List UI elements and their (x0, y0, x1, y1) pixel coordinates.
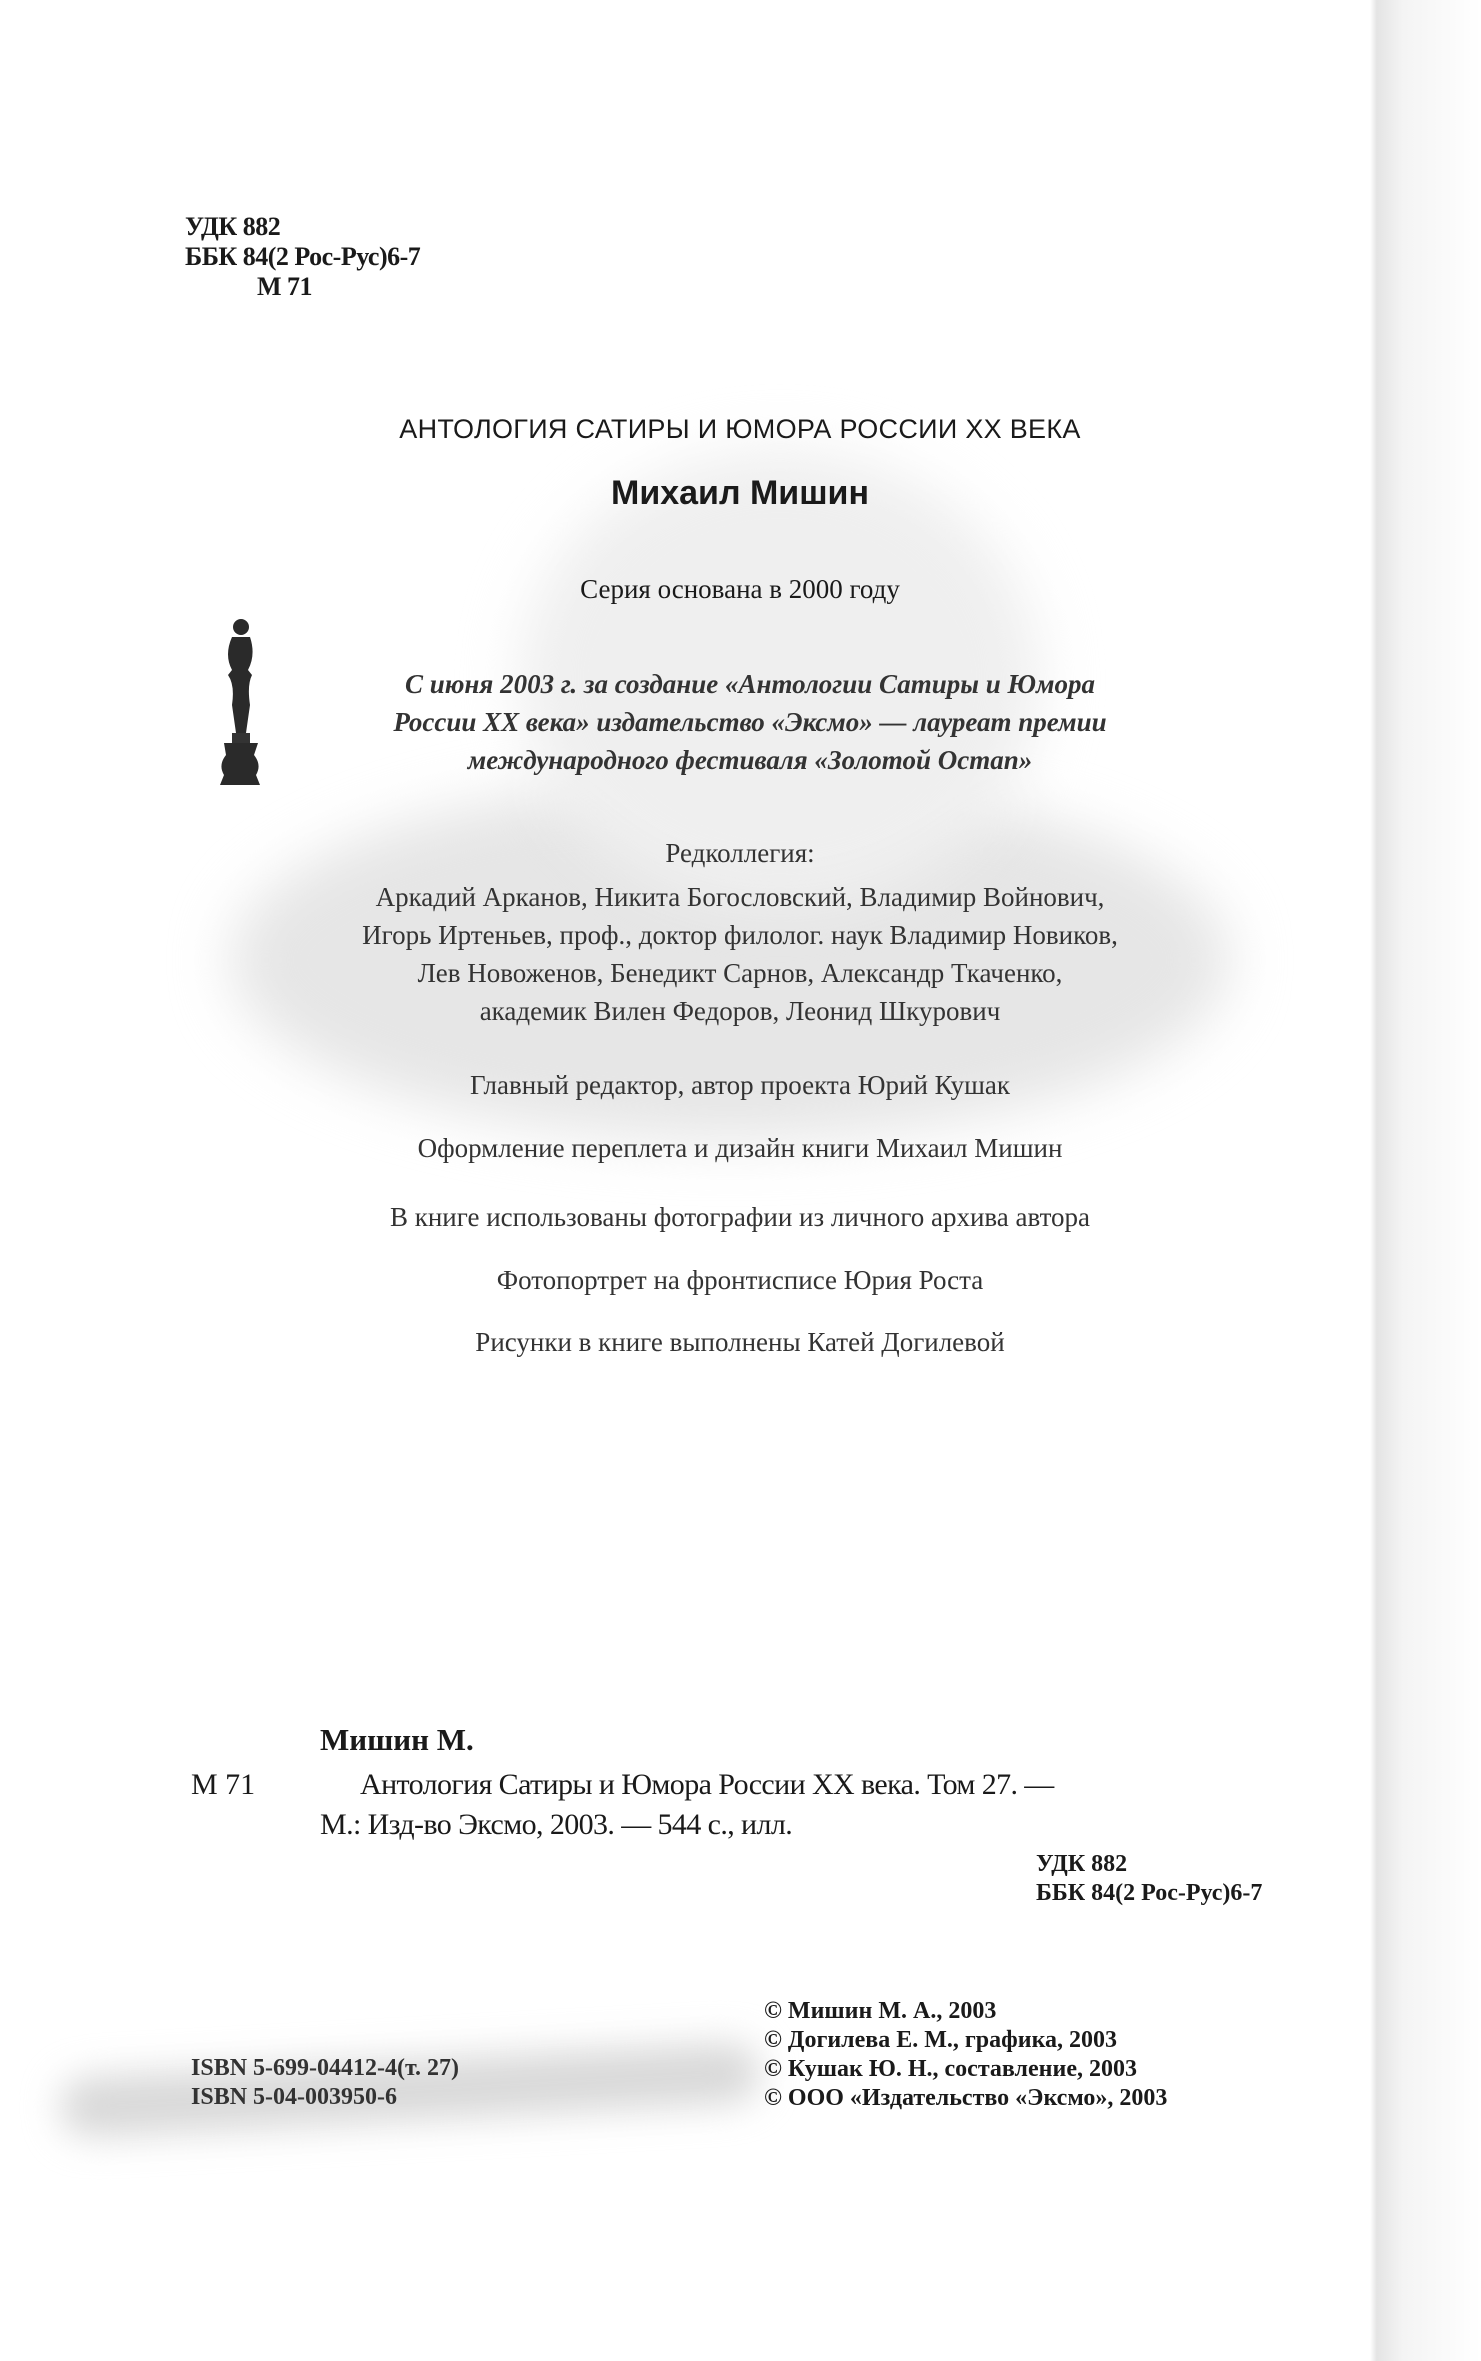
series-founded: Серия основана в 2000 году (580, 574, 900, 604)
editorial-board-heading: Редколлегия: (665, 838, 815, 868)
award-text (280, 665, 1220, 779)
catalog-line: Антология Сатиры и Юмора России XX века. Том 27. — (360, 1768, 1054, 1801)
series-title: АНТОЛОГИЯ САТИРЫ И ЮМОРА РОССИИ XX ВЕКА (399, 414, 1081, 444)
isbn-block (191, 2054, 459, 2112)
isbn-series: ISBN 5-04-003950-6 (191, 2084, 398, 2110)
editorial-board-line: Игорь Иртеньев, проф., доктор филолог. наук Владимир Новиков, (362, 920, 1118, 950)
catalog-author: Мишин М. (320, 1722, 474, 1757)
copyright-line: © ООО «Издательство «Эксмо», 2003 (764, 2085, 1168, 2111)
credit-drawings: Рисунки в книге выполнены Катей Догилевой (475, 1327, 1005, 1357)
editorial-board-line: академик Вилен Федоров, Леонид Шкурович (479, 996, 1001, 1026)
award-line: С июня 2003 г. за создание «Антологии Сатиры и Юмора (404, 669, 1096, 699)
copyright-line: © Догилева Е. М., графика, 2003 (764, 2027, 1118, 2053)
catalog-mark: М 71 (191, 1768, 256, 1801)
award-line: международного фестиваля «Золотой Остап» (467, 745, 1033, 775)
credit-photos: В книге использованы фотографии из личного архива автора (389, 1202, 1091, 1232)
editorial-board-line: Лев Новоженов, Бенедикт Сарнов, Александр Ткаченко, (417, 958, 1063, 988)
catalog-udk (1036, 1850, 1262, 1908)
credit-design: Оформление переплета и дизайн книги Михаил Мишин (417, 1133, 1063, 1163)
classification-block (185, 212, 420, 302)
editorial-board-line: Аркадий Арканов, Никита Богословский, Владимир Войнович, (375, 882, 1105, 912)
bbk-code: ББК 84(2 Рос-Рус)6-7 (185, 242, 421, 271)
udk-code: УДК 882 (185, 212, 281, 241)
author-mark: М 71 (257, 272, 313, 301)
isbn-volume: ISBN 5-699-04412-4(т. 27) (191, 2055, 459, 2081)
page-edge-shadow (1370, 0, 1481, 2361)
golden-ostap-statuette-icon (210, 615, 270, 790)
copyright-line: © Кушак Ю. Н., составление, 2003 (764, 2056, 1137, 2082)
copyright-line: © Мишин М. А., 2003 (764, 1998, 997, 2024)
catalog-udk-code: УДК 882 (1036, 1851, 1128, 1877)
credit-portrait: Фотопортрет на фронтисписе Юрия Роста (496, 1265, 984, 1295)
author-name: Михаил Мишин (611, 474, 869, 512)
copyright-block (764, 1997, 1167, 2113)
credit-chief-editor: Главный редактор, автор проекта Юрий Кушак (469, 1070, 1011, 1100)
award-line: России XX века» издательство «Эксмо» — лауреат премии (393, 707, 1107, 737)
catalog-bbk-code: ББК 84(2 Рос-Рус)6-7 (1036, 1880, 1263, 1906)
catalog-line: М.: Изд-во Эксмо, 2003. — 544 с., илл. (320, 1808, 793, 1841)
editorial-board (200, 834, 1280, 1030)
